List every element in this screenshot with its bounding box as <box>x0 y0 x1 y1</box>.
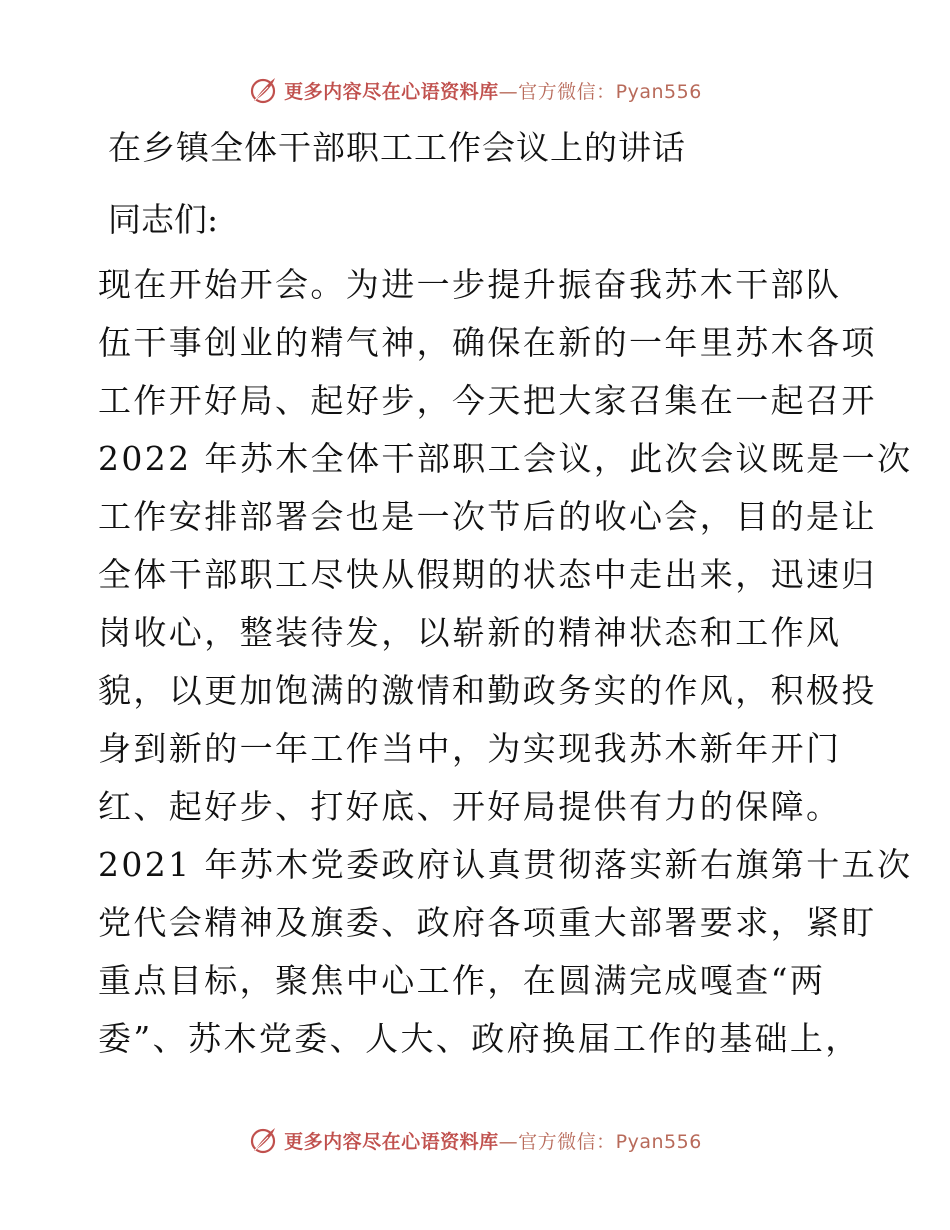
text-line: 2021 年苏木党委政府认真贯彻落实新右旗第十五次 <box>98 845 913 884</box>
document-body <box>98 122 913 1068</box>
text-line: 工作安排部署会也是一次节后的收心会，目的是让 <box>98 497 877 536</box>
document-title: 在乡镇全体干部职工工作会议上的讲话 <box>108 128 686 167</box>
text-line: 岗收心，整装待发，以崭新的精神状态和工作风 <box>98 613 842 652</box>
header-brand-text: 更多内容尽在心语资料库 <box>284 80 499 103</box>
text-line: 貌，以更加饱满的激情和勤政务实的作风，积极投 <box>98 671 877 710</box>
text-line: 全体干部职工尽快从假期的状态中走出来，迅速归 <box>98 555 877 594</box>
text-line: 委”、苏木党委、人大、政府换届工作的基础上， <box>98 1019 861 1058</box>
text-line: 党代会精神及旗委、政府各项重大部署要求，紧盯 <box>98 903 877 942</box>
text-line: 伍干事创业的精气神，确保在新的一年里苏木各项 <box>98 323 877 362</box>
text-line: 2022 年苏木全体干部职工会议，此次会议既是一次 <box>98 439 913 478</box>
footer-wechat-text: —官方微信：Pyan556 <box>498 1130 702 1153</box>
text-line: 现在开始开会。为进一步提升振奋我苏木干部队 <box>98 265 842 304</box>
footer-brand-text: 更多内容尽在心语资料库 <box>284 1130 499 1153</box>
header-wechat-text: —官方微信：Pyan556 <box>498 80 702 103</box>
footer-watermark <box>0 1122 950 1158</box>
header-watermark <box>0 72 950 108</box>
body-text <box>98 256 913 1068</box>
text-line: 身到新的一年工作当中，为实现我苏木新年开门 <box>98 729 842 768</box>
text-line: 红、起好步、打好底、开好局提供有力的保障。 <box>98 787 842 826</box>
text-line: 重点目标，聚焦中心工作，在圆满完成嘎查“两 <box>98 961 826 1000</box>
text-line: 工作开好局、起好步，今天把大家召集在一起召开 <box>98 381 877 420</box>
feather-quill-logo-icon <box>248 75 278 105</box>
salutation: 同志们: <box>108 200 219 239</box>
feather-quill-logo-icon <box>248 1125 278 1155</box>
